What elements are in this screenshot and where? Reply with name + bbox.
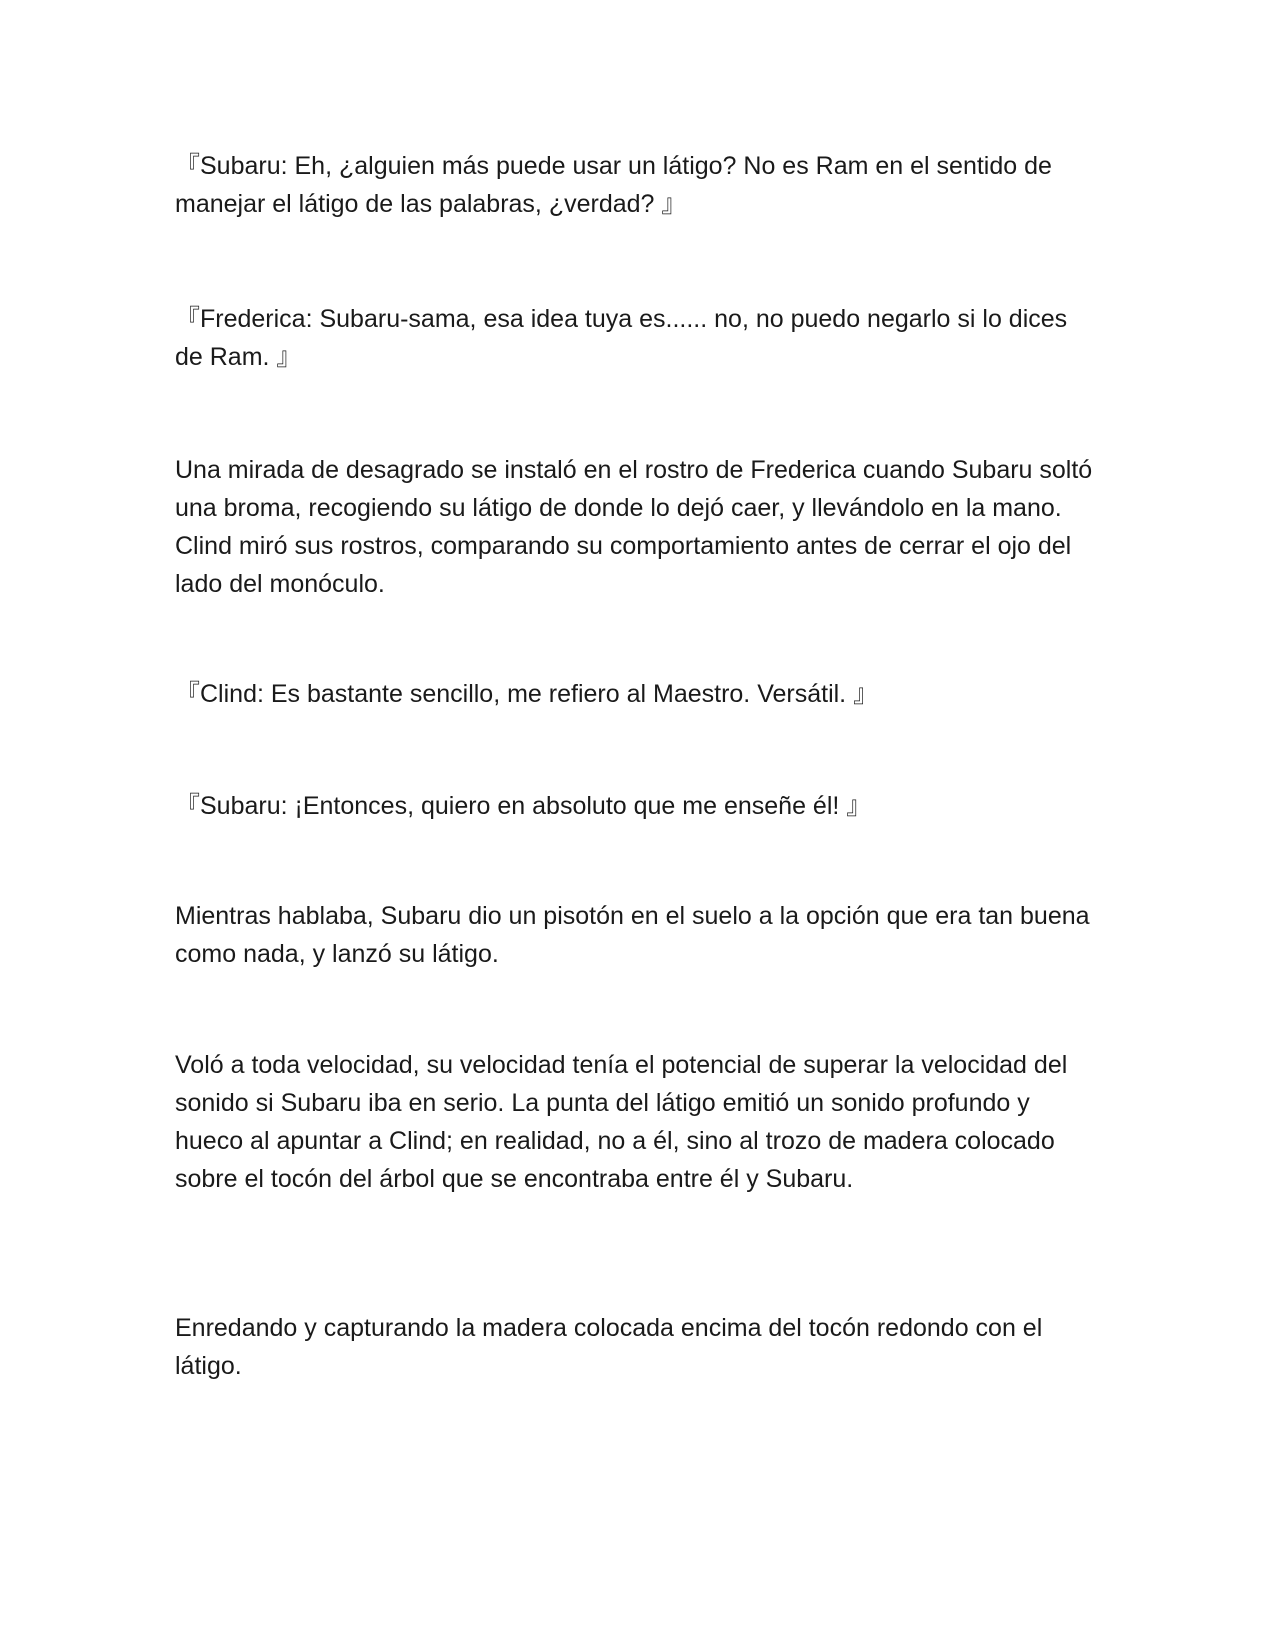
dialogue-frederica: 『Frederica: Subaru-sama, esa idea tuya es...... no, no puedo negarlo si lo dices de Ram. 』 [175, 305, 1075, 371]
narration-frederica-displeasure: Una mirada de desagrado se instaló en el rostro de Frederica cuando Subaru soltó una broma, recogiendo su látigo de donde lo dejó caer, y llevándolo en la mano. Clind miró sus rostros, comparando su comportamiento antes de cerrar el ojo del lado del monóculo. [175, 456, 1100, 598]
narration-whip-speed: Voló a toda velocidad, su velocidad tenía el potencial de superar la velocidad del sonido si Subaru iba en serio. La punta del látigo emitió un sonido profundo y hueco al apuntar a Clind; en realidad, no a él, sino al trozo de madera colocado sobre el tocón del árbol que se encontraba entre él y Subaru. [175, 1051, 1075, 1193]
narration-whip-capture: Enredando y capturando la madera colocada encima del tocón redondo con el látigo. [175, 1314, 1050, 1380]
dialogue-subaru-teach: 『Subaru: ¡Entonces, quiero en absoluto que me enseñe él! 』 [175, 792, 872, 820]
dialogue-subaru-whip: 『Subaru: Eh, ¿alguien más puede usar un látigo? No es Ram en el sentido de manejar el látigo de las palabras, ¿verdad? 』 [175, 152, 1059, 218]
dialogue-clind: 『Clind: Es bastante sencillo, me refiero al Maestro. Versátil. 』 [175, 680, 879, 708]
narration-subaru-stomp: Mientras hablaba, Subaru dio un pisotón en el suelo a la opción que era tan buena como nada, y lanzó su látigo. [175, 902, 1097, 968]
